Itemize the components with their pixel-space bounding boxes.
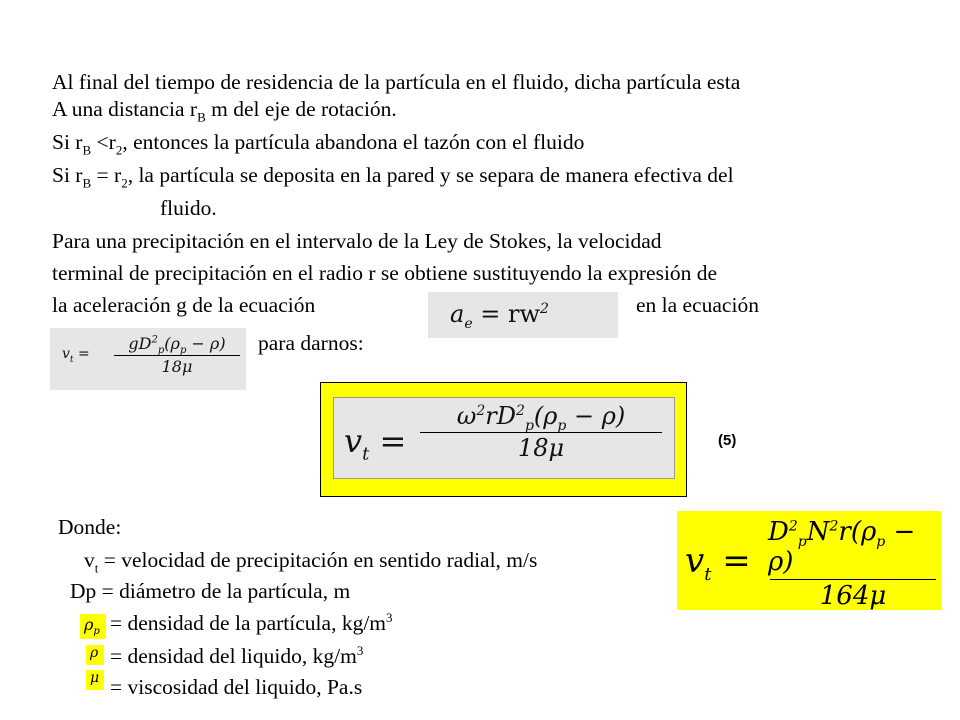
text-line-7: terminal de precipitación en el radio r se obtiene sustituyendo la expresión de [52,261,718,285]
equation-stokes: $v_t$ = $\frac{gD^2_p(\rho_p - \rho)}{18\mu}$ [50,328,246,390]
donde-label: Donde: [58,515,122,539]
rho-symbol: ρ [86,645,104,665]
definition-vt: $v_t$ = velocidad de precipitación en sentido radial, m/s [84,548,538,576]
equation-5: $v_t$ = $\frac{\omega^2rD^2_p(\rho_p - \rho)}{18\mu}$ [333,397,675,479]
text-line-1: Al final del tiempo de residencia de la partícula en el fluido, dicha partícula esta [52,70,741,94]
text-line-9: para darnos: [258,331,364,355]
equation-5-frame [320,382,687,497]
text-line-4: Si $r_B = r_2$, la partícula se deposita en la pared y se separa de manera efectiva del [52,163,734,191]
text-line-8a: la aceleración g de la ecuación [52,293,316,317]
text-line-2: A una distancia $r_B$ m del eje de rotación. [52,97,397,125]
definition-rho-p: = densidad de la partícula, $kg/m^3$ [110,609,393,635]
definition-mu: = viscosidad del liquido, Pa.s [110,675,363,699]
text-line-5: fluido. [160,196,217,220]
mu-symbol: μ [86,670,104,690]
definition-rho: = densidad del liquido, $kg/m^3$ [110,642,364,668]
definition-dp: Dp = diámetro de la partícula, m [70,579,351,603]
equation-rpm: $v_t$ = $\frac{D^2_pN^2r(\rho_p - \rho)}{164\mu}$ [677,511,941,610]
text-line-8b: en la ecuación [636,293,759,317]
equation-number: (5) [718,432,737,449]
rho-p-symbol: $\rho_p$ [80,614,106,639]
equation-acceleration: $a_e = rw^2$ [428,292,618,338]
text-line-6: Para una precipitación en el intervalo de la Ley de Stokes, la velocidad [52,229,662,253]
text-line-3: Si $r_B <r_2$, entonces la partícula abandona el tazón con el fluido [52,130,585,158]
